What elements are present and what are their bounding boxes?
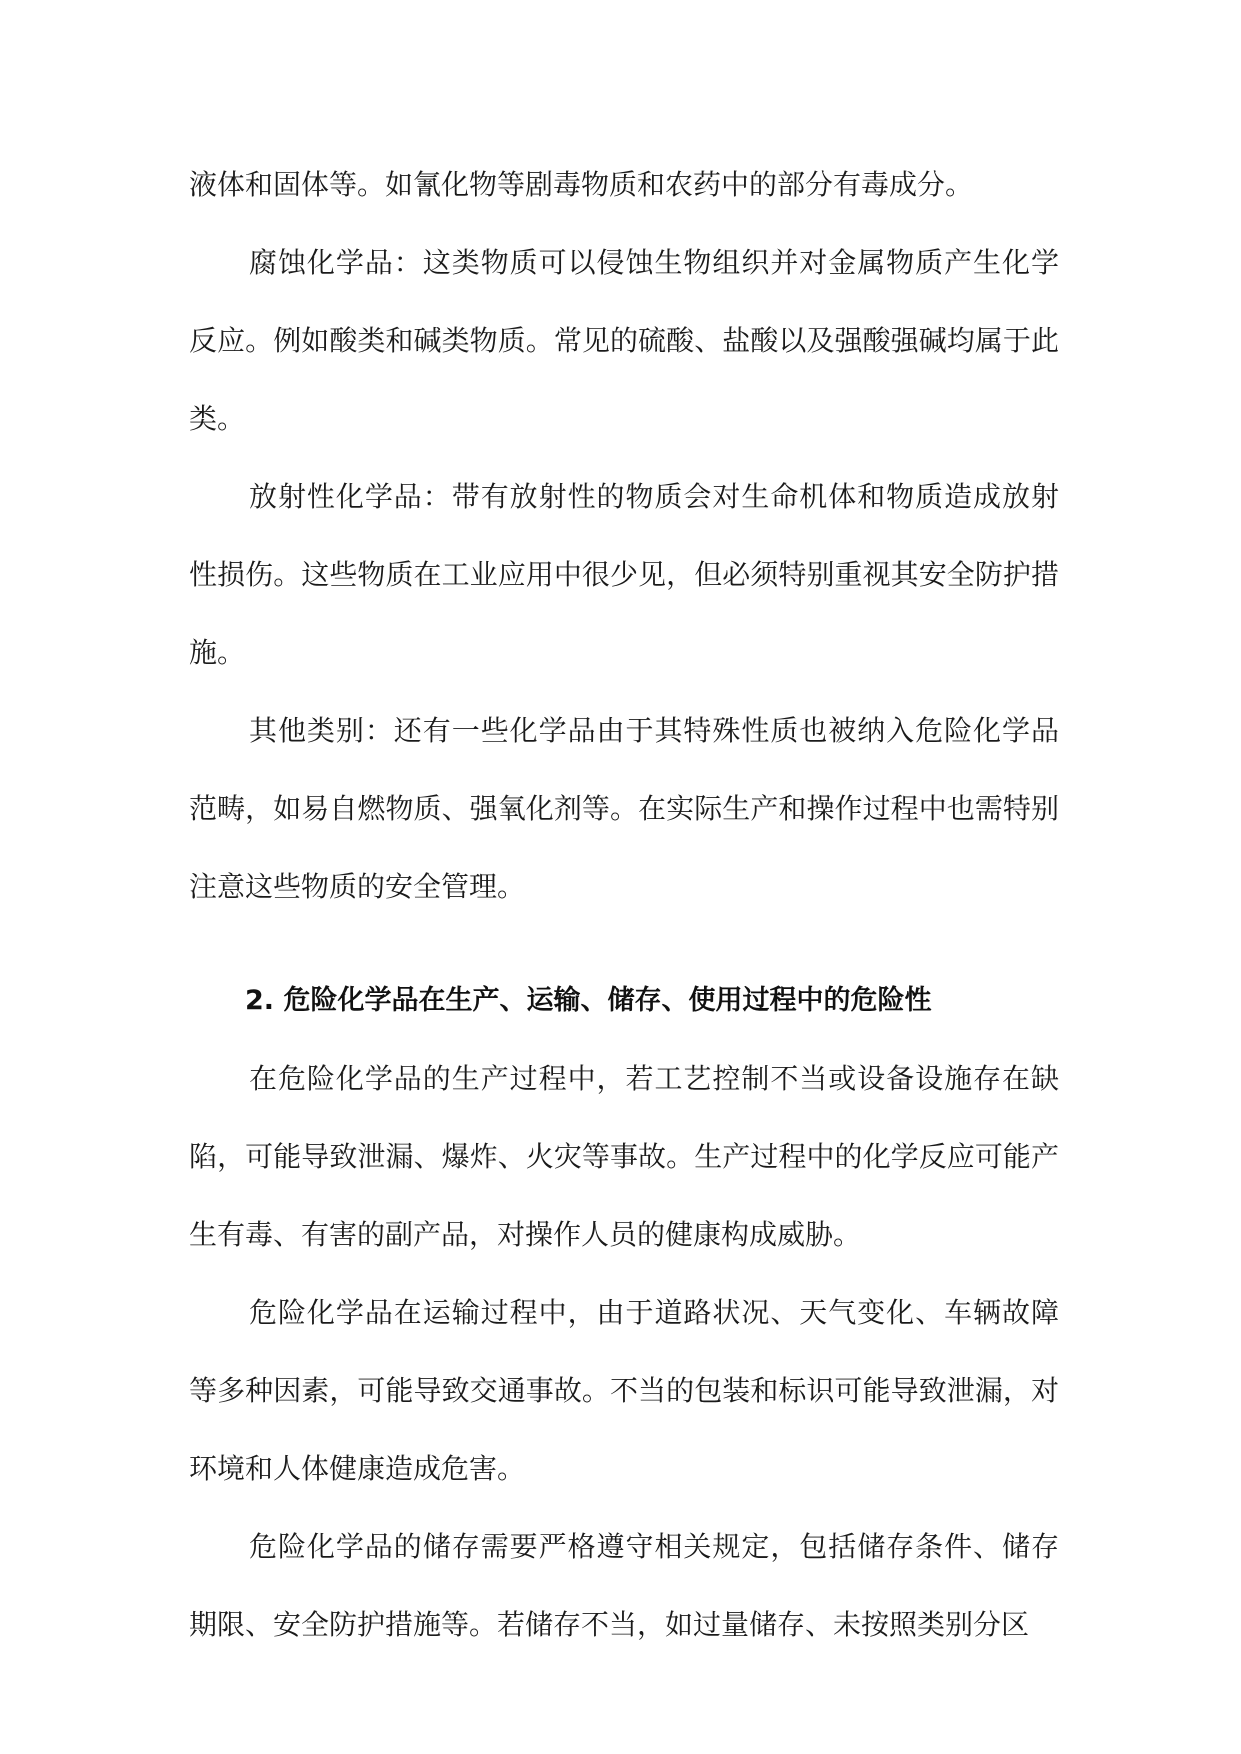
paragraph-other-categories: 其他类别：还有一些化学品由于其特殊性质也被纳入危险化学品范畴，如易自燃物质、强氧化剂等。在实际生产和操作过程中也需特别注意这些物质的安全管理。 [189, 714, 1059, 903]
paragraph-transport-hazards: 危险化学品在运输过程中，由于道路状况、天气变化、车辆故障等多种因素，可能导致交通事故。不当的包装和标识可能导致泄漏，对环境和人体健康造成危害。 [189, 1296, 1059, 1485]
document-body [189, 146, 1059, 1664]
paragraph-radioactive-chemicals: 放射性化学品：带有放射性的物质会对生命机体和物质造成放射性损伤。这些物质在工业应用中很少见，但必须特别重视其安全防护措施。 [189, 480, 1059, 669]
paragraph-corrosive-chemicals: 腐蚀化学品：这类物质可以侵蚀生物组织并对金属物质产生化学反应。例如酸类和碱类物质。常见的硫酸、盐酸以及强酸强碱均属于此类。 [189, 246, 1059, 435]
paragraph-production-hazards: 在危险化学品的生产过程中，若工艺控制不当或设备设施存在缺陷，可能导致泄漏、爆炸、火灾等事故。生产过程中的化学反应可能产生有毒、有害的副产品，对操作人员的健康构成威胁。 [189, 1062, 1059, 1251]
paragraph-continued: 液体和固体等。如氰化物等剧毒物质和农药中的部分有毒成分。 [189, 168, 974, 201]
section-heading: 2. 危险化学品在生产、运输、储存、使用过程中的危险性 [245, 985, 932, 1016]
paragraph-storage-hazards: 危险化学品的储存需要严格遵守相关规定，包括储存条件、储存期限、安全防护措施等。若储存不当，如过量储存、未按照类别分区 [189, 1530, 1059, 1641]
